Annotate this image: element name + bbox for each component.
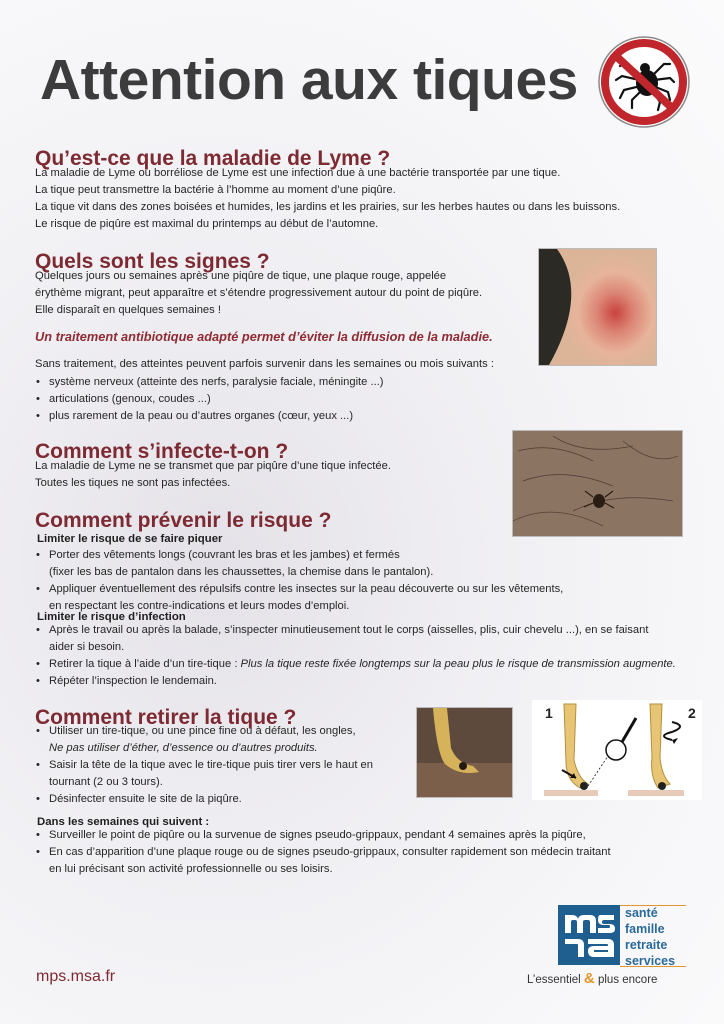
list-item: • Surveiller le point de piqûre ou la survenue de signes pseudo-grippaux, pendant 4 semaines après la piqûre, (35, 827, 611, 844)
lyme-description: La maladie de Lyme ou borréliose de Lyme est une infection due à une bactérie transportée par une tique. La tique peut transmettre la bactérie à l’homme au moment d’une piqûre. La tique vit dans des zones boisées et humides, les jardins et les prairies, sur les herbes hautes ou dans les buissons. Le risque de piqûre est maximal du printemps au début de l’automne. (35, 167, 621, 230)
tick-on-skin-photo (512, 430, 683, 537)
list-item: • système nerveux (atteinte des nerfs, paralysie faciale, méningite ...) (35, 374, 384, 391)
list-item: • articulations (genoux, coudes ...) (35, 391, 384, 408)
diagram-step-1-label: 1 (545, 705, 553, 721)
tick-remover-photo (416, 707, 513, 798)
list-item: • Porter des vêtements longs (couvrant les bras et les jambes) et fermés (fixer les bas de pantalon dans les chaussettes, la chemise dans le pantalon). (35, 547, 563, 581)
msa-logo (558, 905, 620, 965)
tick-removal-illustration-icon (532, 700, 702, 800)
list-item: • Répéter l’inspection le lendemain. (35, 673, 676, 690)
website-link[interactable]: mps.msa.fr (36, 968, 116, 985)
untreated-intro: Sans traitement, des atteintes peuvent parfois survenir dans les semaines ou mois suivants : (35, 358, 494, 370)
removal-steps-list (35, 723, 373, 808)
prevention-subheading-bites: Limiter le risque de se faire piquer (37, 533, 223, 545)
erythema-photo (538, 248, 657, 366)
msa-tagline: L’essentiel & plus encore (527, 970, 658, 987)
list-item: • Appliquer éventuellement des répulsifs contre les insectes sur la peau découverte ou sur les vêtements, en respectant les contre-indications et leurs modes d’emploi. (35, 581, 563, 615)
list-item: • Utiliser un tire-tique, ou une pince fine ou à défaut, les ongles, Ne pas utiliser d’éther, d’essence ou d’autres produits. (35, 723, 373, 757)
section-heading-infection: Comment s’infecte-t-on ? (35, 440, 289, 463)
msa-logo-text: santé famille retraite services (625, 906, 676, 968)
prevention-bites-list (35, 547, 563, 615)
section-heading-removal: Comment retirer la tique ? (35, 706, 297, 729)
signs-description: Quelques jours ou semaines après une piqûre de tique, une plaque rouge, appelée érythème migrant, peut apparaître et s’étendre progressivement autour du point de piqûre. Elle disparaît en quelques semaines ! (35, 270, 483, 316)
followup-list (35, 827, 611, 878)
section-heading-lyme: Qu’est-ce que la maladie de Lyme ? (35, 147, 391, 170)
page-title: Attention aux tiques (40, 48, 578, 112)
prevention-infection-list (35, 622, 676, 690)
msa-logo-icon (558, 905, 620, 965)
list-item: • plus rarement de la peau ou d’autres organes (cœur, yeux ...) (35, 408, 384, 425)
section-heading-prevention: Comment prévenir le risque ? (35, 509, 332, 532)
list-item: • Retirer la tique à l’aide d’un tire-tique : Plus la tique reste fixée longtemps sur la peau plus le risque de transmission augmente. (35, 656, 676, 673)
list-item: • Saisir la tête de la tique avec le tire-tique puis tirer vers le haut en tournant (2 ou 3 tours). (35, 757, 373, 791)
list-item: • Après le travail ou après la balade, s’inspecter minutieusement tout le corps (aisselles, plis, cuir chevelu ...), en se faisant aider si besoin. (35, 622, 676, 656)
followup-subheading: Dans les semaines qui suivent : (37, 816, 210, 828)
section-heading-signs: Quels sont les signes ? (35, 250, 270, 273)
infection-description: La maladie de Lyme ne se transmet que par piqûre d’une tique infectée. Toutes les tiques ne sont pas infectées. (35, 460, 391, 489)
removal-diagram (532, 700, 702, 800)
diagram-step-2-label: 2 (688, 705, 696, 721)
list-item: • Désinfecter ensuite le site de la piqûre. (35, 791, 373, 808)
untreated-symptoms-list (35, 374, 384, 425)
treatment-highlight: Un traitement antibiotique adapté permet d’éviter la diffusion de la maladie. (35, 329, 493, 344)
prevention-subheading-infection: Limiter le risque d’infection (37, 611, 186, 623)
list-item: • En cas d’apparition d’une plaque rouge ou de signes pseudo-grippaux, consulter rapidement son médecin traitant en lui précisant son activité professionnelle ou ses loisirs. (35, 844, 611, 878)
no-tick-sign-icon (596, 34, 692, 130)
